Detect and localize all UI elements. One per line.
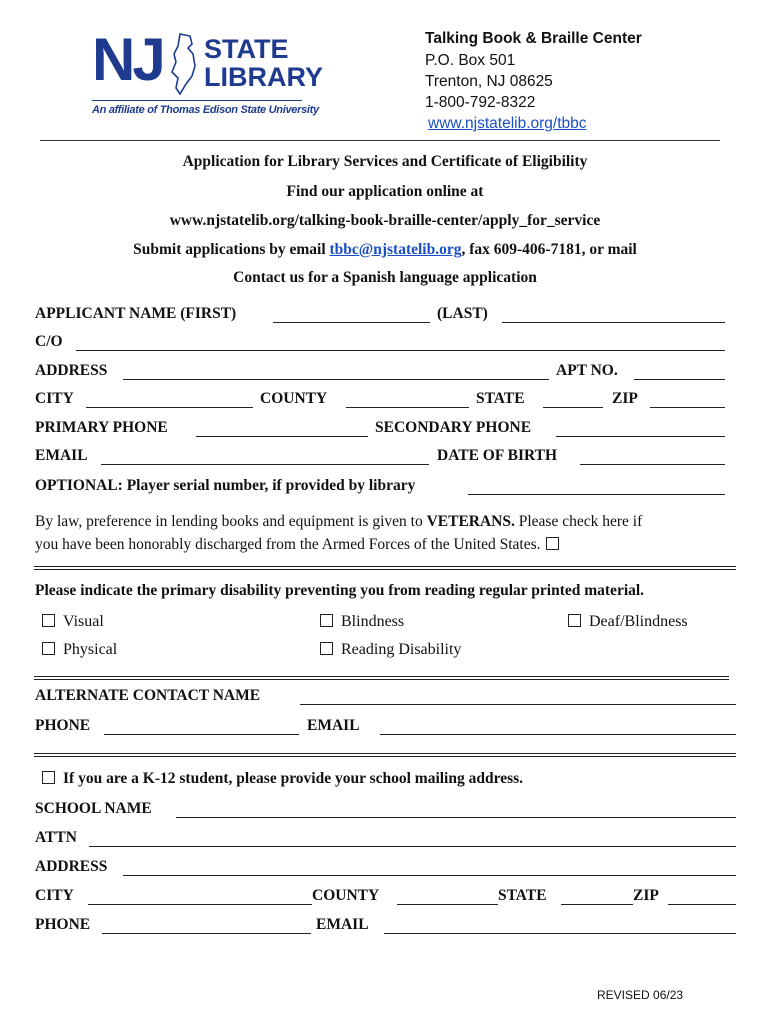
school-email-label: EMAIL — [316, 916, 369, 933]
first-name-field[interactable] — [273, 322, 430, 323]
school-county-label: COUNTY — [312, 887, 380, 904]
visual-option[interactable]: Visual — [42, 612, 104, 632]
secondary-phone-label: SECONDARY PHONE — [375, 419, 532, 436]
alternate-contact-field[interactable] — [300, 704, 736, 705]
school-prompt: If you are a K-12 student, please provide your school mailing address. — [42, 769, 523, 789]
alternate-phone-field[interactable] — [104, 734, 299, 735]
state-field[interactable] — [543, 407, 603, 408]
alternate-phone-label: PHONE — [35, 717, 91, 734]
reading-disability-option[interactable]: Reading Disability — [320, 640, 461, 660]
section-divider — [34, 676, 729, 677]
reading-disability-checkbox[interactable] — [320, 642, 333, 655]
school-attn-label: ATTN — [35, 829, 77, 846]
school-state-label: STATE — [498, 887, 547, 904]
zip-field[interactable] — [650, 407, 725, 408]
physical-option[interactable]: Physical — [42, 640, 117, 660]
header-phone: 1-800-792-8322 — [425, 94, 536, 111]
school-name-label: SCHOOL NAME — [35, 800, 152, 817]
school-checkbox[interactable] — [42, 771, 55, 784]
blindness-checkbox[interactable] — [320, 614, 333, 627]
nj-state-library-logo — [92, 26, 323, 122]
school-name-field[interactable] — [176, 817, 736, 818]
school-address-label: ADDRESS — [35, 858, 108, 875]
secondary-phone-field[interactable] — [556, 436, 725, 437]
revision-note: REVISED 06/23 — [597, 988, 684, 1002]
school-city-label: CITY — [35, 887, 74, 904]
visual-checkbox[interactable] — [42, 614, 55, 627]
physical-checkbox[interactable] — [42, 642, 55, 655]
alternate-contact-label: ALTERNATE CONTACT NAME — [35, 687, 261, 704]
header-org: Talking Book & Braille Center — [425, 30, 642, 47]
player-serial-label: OPTIONAL: Player serial number, if provided by library — [35, 477, 416, 494]
blindness-option[interactable]: Blindness — [320, 612, 404, 632]
section-divider — [34, 679, 729, 680]
veteran-checkbox[interactable] — [546, 537, 559, 550]
city-field[interactable] — [86, 407, 253, 408]
veterans-text-line1: By law, preference in lending books and equipment is given to VETERANS. Please check here if — [35, 513, 643, 530]
state-label: STATE — [476, 390, 525, 407]
applicant-first-name-label: APPLICANT NAME (FIRST) — [35, 305, 237, 322]
co-field[interactable] — [76, 350, 725, 351]
school-email-field[interactable] — [384, 933, 736, 934]
deaf-blindness-option[interactable]: Deaf/Blindness — [568, 612, 688, 632]
apply-url-text: www.njstatelib.org/talking-book-braille-center/apply_for_service — [169, 212, 601, 229]
address-field[interactable] — [123, 379, 549, 380]
section-divider — [34, 753, 736, 754]
apt-label: APT NO. — [556, 362, 618, 379]
zip-label: ZIP — [612, 390, 638, 407]
alternate-email-label: EMAIL — [307, 717, 360, 734]
school-state-field[interactable] — [561, 904, 633, 905]
section-divider — [34, 566, 736, 567]
school-address-field[interactable] — [123, 875, 736, 876]
school-zip-label: ZIP — [633, 887, 659, 904]
player-serial-field[interactable] — [468, 494, 725, 495]
header-website-link[interactable]: www.njstatelib.org/tbbc — [428, 115, 587, 132]
logo-library-text: LIBRARY — [204, 62, 323, 92]
section-divider — [34, 756, 736, 757]
city-label: CITY — [35, 390, 74, 407]
disability-prompt: Please indicate the primary disability preventing you from reading regular printed material. — [35, 582, 645, 599]
school-county-field[interactable] — [397, 904, 498, 905]
submit-email-link[interactable]: tbbc@njstatelib.org — [329, 241, 462, 258]
email-label: EMAIL — [35, 447, 88, 464]
header-city: Trenton, NJ 08625 — [425, 73, 553, 90]
school-phone-label: PHONE — [35, 916, 91, 933]
header-pobox: P.O. Box 501 — [425, 52, 516, 69]
logo-affiliate-text: An affiliate of Thomas Edison State University — [92, 104, 319, 116]
spanish-note: Contact us for a Spanish language application — [233, 269, 537, 286]
apt-field[interactable] — [634, 379, 725, 380]
school-city-field[interactable] — [88, 904, 312, 905]
county-field[interactable] — [346, 407, 469, 408]
header-separator — [40, 140, 720, 141]
logo-state-text: STATE — [204, 34, 289, 64]
primary-phone-field[interactable] — [196, 436, 368, 437]
primary-phone-label: PRIMARY PHONE — [35, 419, 168, 436]
new-jersey-outline-icon — [168, 32, 198, 98]
submit-instructions: Submit applications by email tbbc@njstatelib.org, fax 609-406-7181, or mail — [133, 241, 637, 258]
logo-rule — [92, 100, 302, 101]
alternate-email-field[interactable] — [380, 734, 736, 735]
dob-label: DATE OF BIRTH — [437, 447, 558, 464]
last-name-field[interactable] — [502, 322, 725, 323]
co-label: C/O — [35, 333, 63, 350]
section-divider — [34, 569, 736, 570]
form-title: Application for Library Services and Certificate of Eligibility — [182, 153, 588, 170]
veterans-text-line2: you have been honorably discharged from the Armed Forces of the United States. — [35, 534, 567, 556]
email-field[interactable] — [101, 464, 429, 465]
dob-field[interactable] — [580, 464, 725, 465]
school-phone-field[interactable] — [102, 933, 311, 934]
deaf-blindness-checkbox[interactable] — [568, 614, 581, 627]
logo-letters: NJ — [92, 26, 163, 93]
last-name-label: (LAST) — [437, 305, 488, 322]
address-label: ADDRESS — [35, 362, 108, 379]
find-online-text: Find our application online at — [286, 183, 484, 200]
county-label: COUNTY — [260, 390, 328, 407]
school-attn-field[interactable] — [89, 846, 736, 847]
school-zip-field[interactable] — [668, 904, 736, 905]
